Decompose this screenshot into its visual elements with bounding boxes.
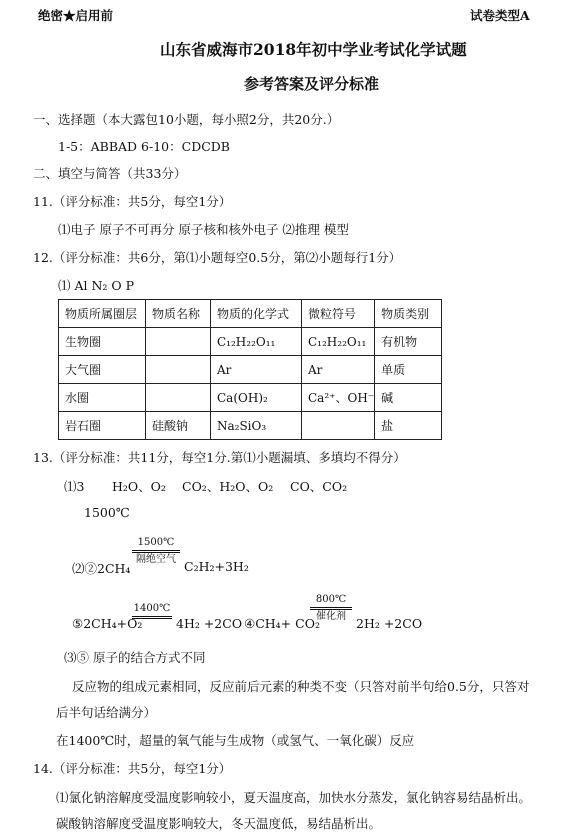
- table-cell: Ca(OH)₂: [211, 384, 302, 412]
- q13-heading: 13.（评分标准：共11分，每空1分.第⑴小题漏填、多填均不得分）: [33, 450, 406, 465]
- table-cell: 盐: [375, 412, 442, 440]
- table-row: [59, 328, 442, 356]
- table-cell: 水圈: [59, 384, 146, 412]
- table-cell: C₁₂H₂₂O₁₁: [211, 328, 302, 356]
- q13-eq2-products: C₂H₂+3H₂: [184, 559, 249, 574]
- table-cell: Ar: [211, 356, 302, 384]
- table-header-cell: 微粒符号: [302, 300, 375, 328]
- q13-eq2-reactants: ⑵②2CH₄: [72, 561, 131, 576]
- table-cell: 单质: [375, 356, 442, 384]
- paper-type-label: 试卷类型A: [470, 8, 530, 23]
- table-cell: 硅酸钠: [146, 412, 211, 440]
- table-cell: 岩石圈: [59, 412, 146, 440]
- q13-answer1-part-c: CO₂、H₂O、O₂: [182, 479, 274, 494]
- table-cell: Ca²⁺、OH⁻: [302, 384, 375, 412]
- q13-answer6: 在1400℃时，超量的氧气能与生成物（或氢气、一氧化碳）反应: [56, 733, 415, 748]
- q13-answer3: ⑶⑤ 原子的结合方式不同: [64, 650, 206, 665]
- section1-heading: 一、选择题（本大露包10小题，每小照2分，共20分.）: [33, 112, 340, 127]
- q14-answer1: ⑴氯化钠溶解度受温度影响较小，夏天温度高，加快水分蒸发，氯化钠容易结晶析出。: [56, 790, 532, 805]
- q13-eq4-condition: [310, 594, 352, 623]
- eq4-condition-below: 催化剂: [316, 611, 346, 622]
- table-cell: 有机物: [375, 328, 442, 356]
- section1-answers: 1-5：ABBAD 6-10：CDCDB: [58, 139, 230, 154]
- eq2-condition-below: 隔绝空气: [136, 554, 176, 565]
- table-cell: [146, 328, 211, 356]
- q12-table: [58, 299, 442, 440]
- q12-heading: 12.（评分标准：共6分，第⑴小题每空0.5分，第⑵小题每行1分）: [33, 250, 402, 265]
- table-header-cell: 物质类别: [375, 300, 442, 328]
- table-header-cell: 物质的化学式: [211, 300, 302, 328]
- page-title: 山东省威海市2018年初中学业考试化学试题: [160, 40, 467, 59]
- q13-eq4-reactants: ④CH₄+ CO₂: [244, 616, 320, 631]
- eq2-arrow-line: [132, 552, 180, 553]
- table-cell: C₁₂H₂₂O₁₁: [302, 328, 375, 356]
- table-header-row: [59, 300, 442, 328]
- q13-eq4-products: 2H₂ +2CO: [356, 616, 423, 631]
- q14-heading: 14.（评分标准：共5分，每空1分）: [33, 761, 232, 776]
- table-cell: [146, 384, 211, 412]
- q11-answer: ⑴电子 原子不可再分 原子核和核外电子 ⑵推理 模型: [58, 222, 349, 237]
- eq4-arrow-line: [310, 609, 352, 610]
- eq3-condition-above: 1400℃: [133, 603, 171, 614]
- eq3-arrow-line: [132, 618, 172, 619]
- eq4-condition-above: 800℃: [315, 594, 347, 605]
- section2-heading: 二、填空与简答（共33分）: [33, 166, 187, 181]
- q13-eq3-products: 4H₂ +2CO: [176, 616, 243, 631]
- q14-answer2: 碳酸钠溶解度受温度影响较大，冬天温度低，易结晶析出。: [56, 816, 382, 831]
- eq4-arrow-line: [310, 607, 352, 608]
- table-cell: 大气圈: [59, 356, 146, 384]
- table-header-cell: 物质所属圈层: [59, 300, 146, 328]
- table-row: [59, 412, 442, 440]
- eq2-arrow-line: [132, 550, 180, 551]
- table-row: [59, 356, 442, 384]
- q13-answer1-part-b: H₂O、O₂: [112, 479, 166, 494]
- q12-answer1: ⑴ Al N₂ O P: [58, 278, 135, 293]
- confidential-label: 绝密★启用前: [38, 8, 114, 23]
- table-cell: 碱: [375, 384, 442, 412]
- table-cell: Ar: [302, 356, 375, 384]
- q13-eq3-condition: [132, 603, 172, 620]
- table-cell: 生物圈: [59, 328, 146, 356]
- q11-heading: 11.（评分标准：共5分，每空1分）: [33, 194, 232, 209]
- eq2-condition-above: 1500℃: [137, 537, 175, 548]
- q13-answer1-part-a: ⑴3: [64, 479, 85, 494]
- q13-eq2-condition: [132, 537, 180, 566]
- table-cell: Na₂SiO₃: [211, 412, 302, 440]
- page-subtitle: 参考答案及评分标准: [244, 75, 380, 93]
- table-row: [59, 384, 442, 412]
- table-cell: [302, 412, 375, 440]
- q13-answer4: 反应物的组成元素相同，反应前后元素的种类不变（只答对前半句给0.5分，只答对: [72, 679, 530, 694]
- eq3-arrow-line: [132, 616, 172, 617]
- q13-answer1-part-d: CO、CO₂: [290, 479, 348, 494]
- table-cell: [146, 356, 211, 384]
- q13-answer5: 后半句话给满分）: [56, 705, 157, 720]
- table-header-cell: 物质名称: [146, 300, 211, 328]
- q13-temperature-note: 1500℃: [84, 505, 130, 520]
- q13-eq3-reactants: ⑤2CH₄+O₂: [72, 616, 143, 631]
